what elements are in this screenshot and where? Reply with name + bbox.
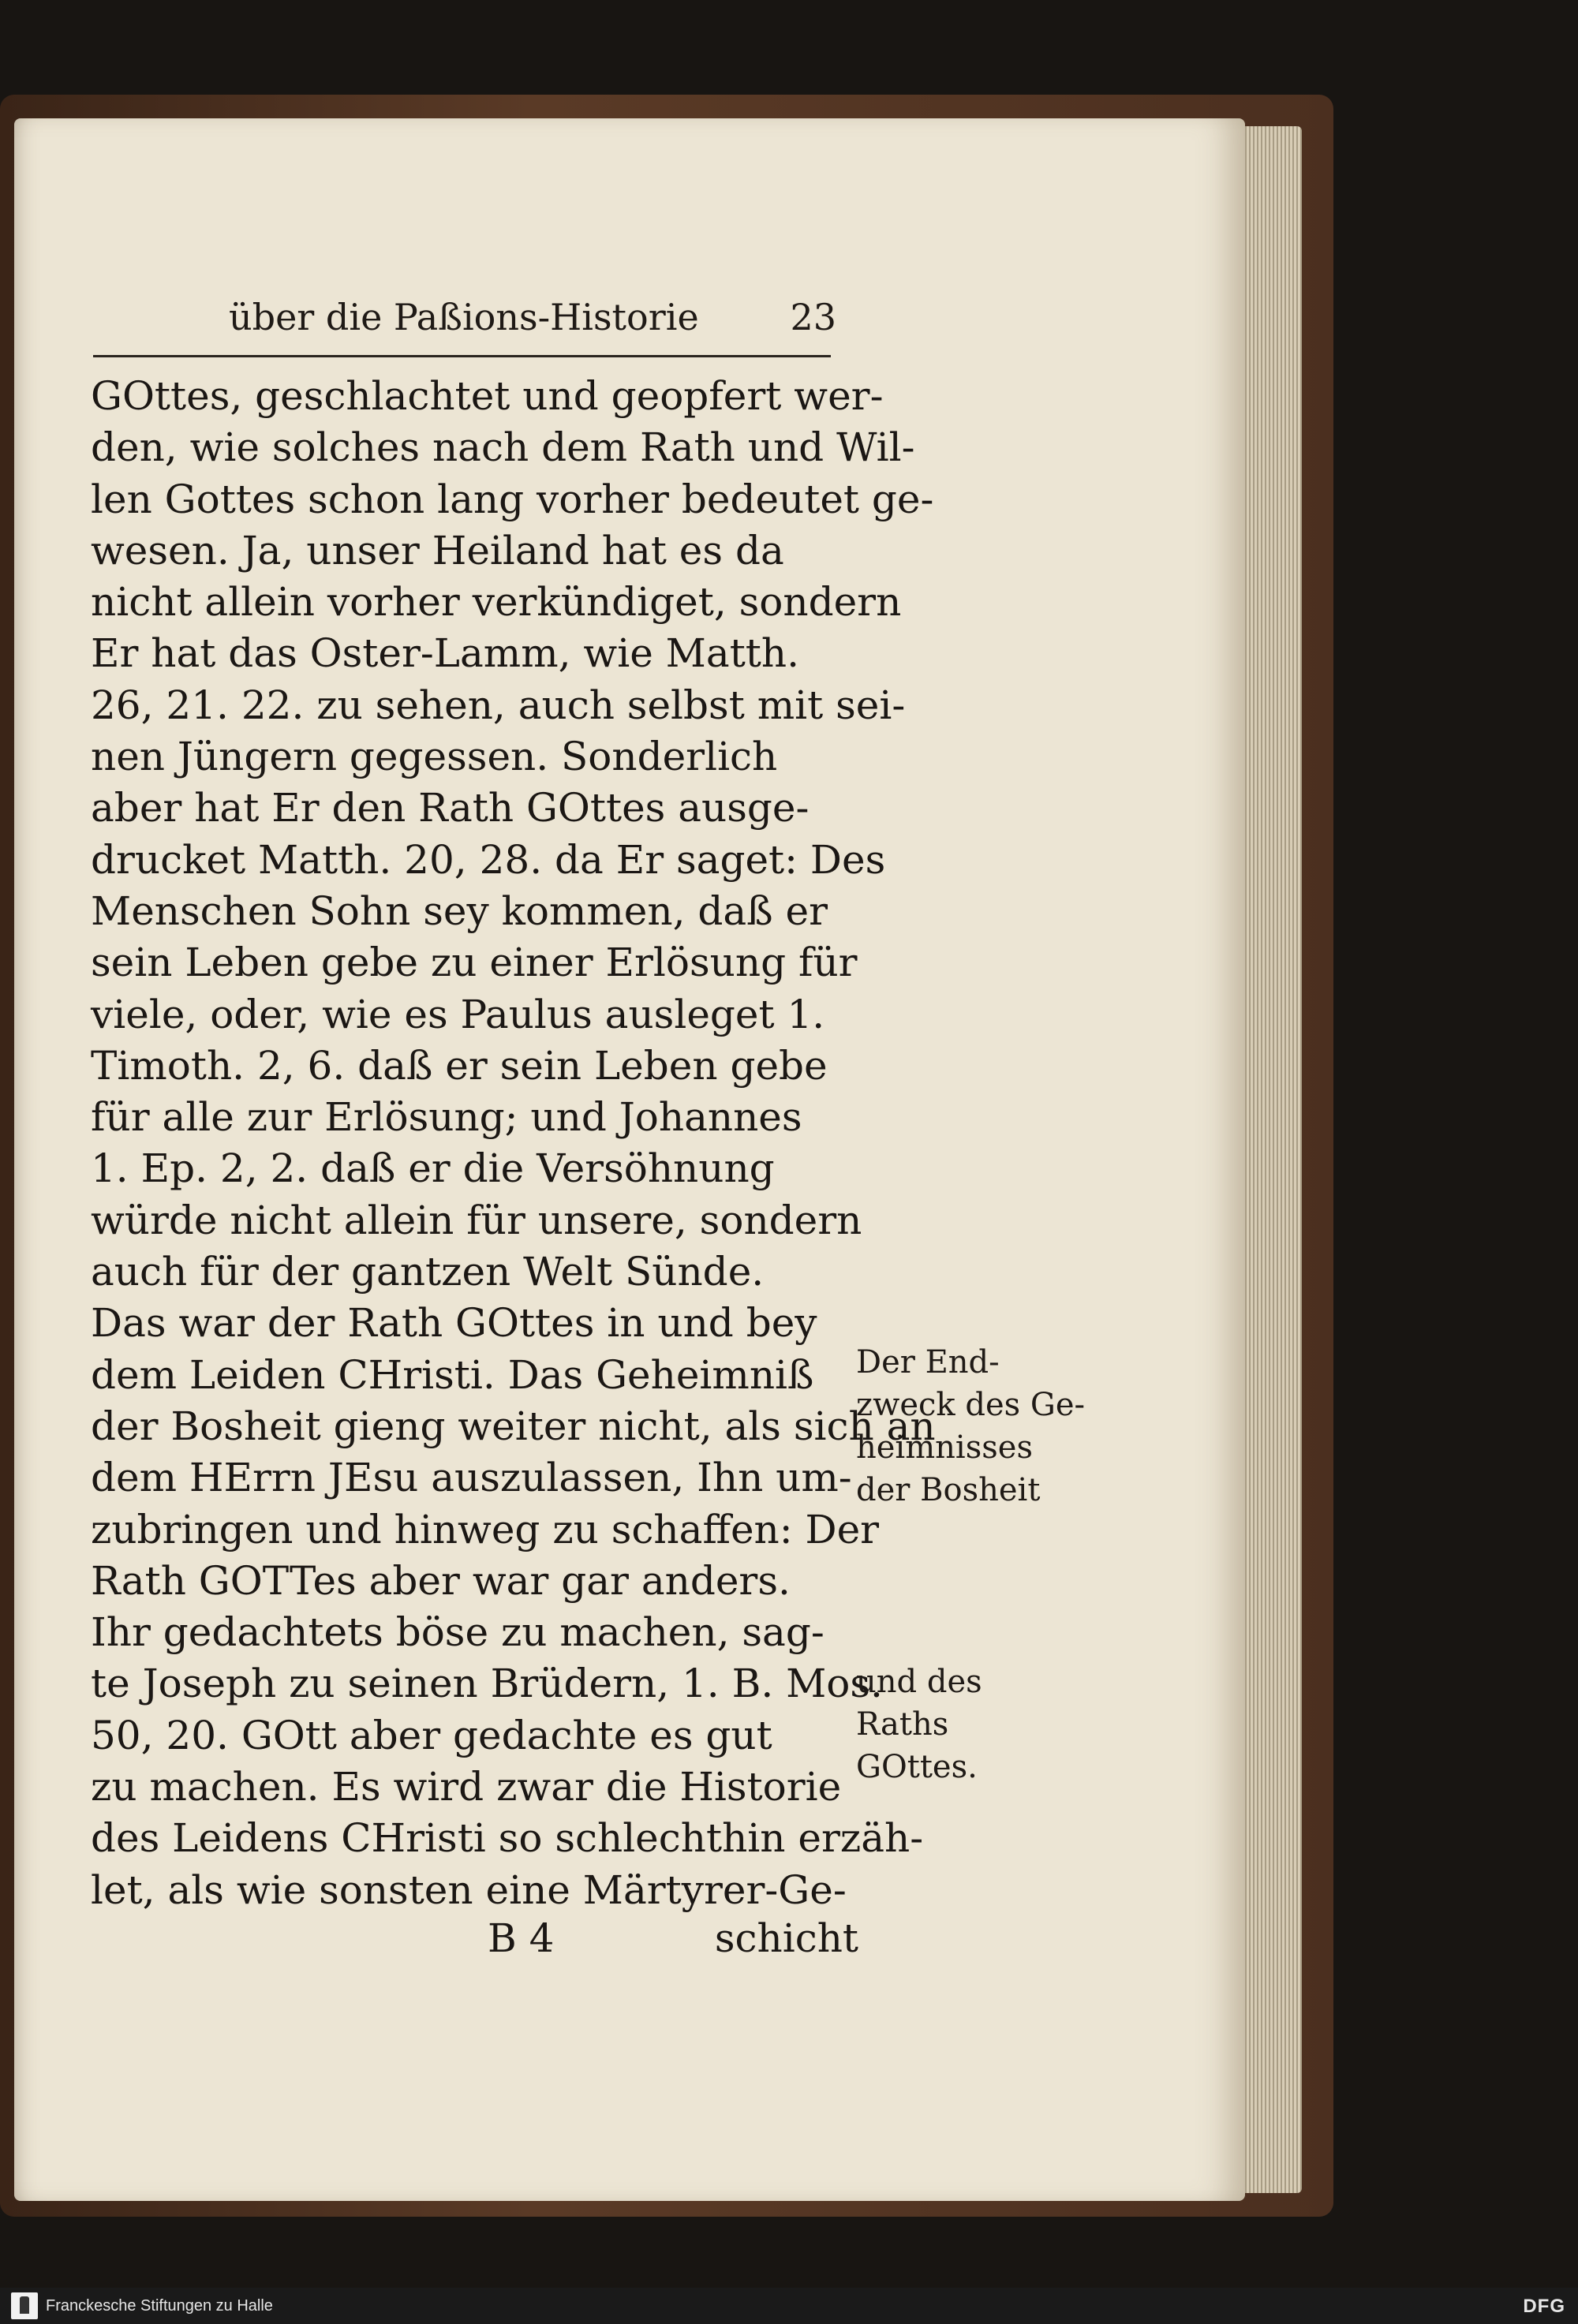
running-title: über die Paßions-Historie [229, 296, 699, 338]
text-line: GOttes, geschlachtet und geopfert wer- [91, 373, 884, 419]
text-line: Rath GOTTes aber war gar anders. [91, 1557, 791, 1604]
margin-note [856, 1661, 982, 1788]
text-line: nen Jüngern gegessen. Sonderlich [91, 734, 778, 780]
margin-note [856, 1341, 1085, 1511]
text-line: auch für der gantzen Welt Sünde. [91, 1249, 765, 1295]
text-line: 1. Ep. 2, 2. daß er die Versöhnung [91, 1145, 775, 1192]
margin-note-line: heimnisses [856, 1429, 1033, 1466]
viewer-footer [0, 2288, 1578, 2324]
margin-note-line: GOttes. [856, 1749, 978, 1785]
text-line: den, wie solches nach dem Rath und Wil- [91, 424, 915, 471]
text-line: für alle zur Erlösung; und Johannes [91, 1094, 802, 1141]
text-line: drucket Matth. 20, 28. da Er saget: Des [91, 836, 886, 883]
text-line: aber hat Er den Rath GOttes ausge- [91, 785, 810, 831]
institution-name: Franckesche Stiftungen zu Halle [46, 2297, 273, 2315]
text-line: viele, oder, wie es Paulus ausleget 1. [91, 991, 825, 1037]
header-rule [93, 355, 831, 357]
text-line: Menschen Sohn sey kommen, daß er [91, 887, 828, 934]
text-line: des Leidens CHristi so schlechthin erzäh- [91, 1815, 924, 1862]
text-line: dem HErrn JEsu auszulassen, Ihn um- [91, 1455, 852, 1501]
margin-note-line: und des [856, 1664, 982, 1700]
margin-note-line: der Bosheit [856, 1472, 1041, 1508]
margin-note-line: Raths [856, 1706, 949, 1743]
text-line: wesen. Ja, unser Heiland hat es da [91, 527, 784, 574]
text-line: te Joseph zu seinen Brüdern, 1. B. Mos. [91, 1661, 883, 1707]
text-line: nicht allein vorher verkündiget, sondern [91, 579, 902, 626]
text-line: würde nicht allein für unsere, sondern [91, 1197, 862, 1243]
text-line: sein Leben gebe zu einer Erlösung für [91, 940, 858, 986]
text-line: 50, 20. GOtt aber gedachte es gut [91, 1712, 772, 1758]
text-line: let, als wie sonsten eine Märtyrer-Ge- [91, 1866, 847, 1913]
margin-note-line: zweck des Ge- [856, 1387, 1085, 1423]
text-line: zu machen. Es wird zwar die Historie [91, 1764, 842, 1810]
text-line: 26, 21. 22. zu sehen, auch selbst mit sei- [91, 682, 906, 728]
page-number: 23 [790, 296, 836, 338]
text-line: Er hat das Oster-Lamm, wie Matth. [91, 630, 799, 677]
dfg-logo: DFG [1523, 2296, 1565, 2317]
text-line: zubringen und hinweg zu schaffen: Der [91, 1506, 880, 1552]
institution-logo-icon [11, 2292, 38, 2319]
running-head [229, 296, 836, 343]
text-line: Timoth. 2, 6. daß er sein Leben gebe [91, 1042, 828, 1089]
text-line: len Gottes schon lang vorher bedeutet ge- [91, 476, 934, 522]
margin-note-line: Der End- [856, 1344, 1000, 1381]
catchword: schicht [714, 1915, 858, 1961]
text-line: der Bosheit gieng weiter nicht, als sich an [91, 1403, 936, 1449]
signature-row [93, 1915, 866, 1971]
text-line: Ihr gedachtets böse zu machen, sag- [91, 1609, 825, 1656]
text-line: Das war der Rath GOttes in und bey [91, 1300, 817, 1347]
text-line: dem Leiden CHristi. Das Geheimniß [91, 1351, 814, 1398]
signature-mark: B 4 [488, 1915, 555, 1961]
